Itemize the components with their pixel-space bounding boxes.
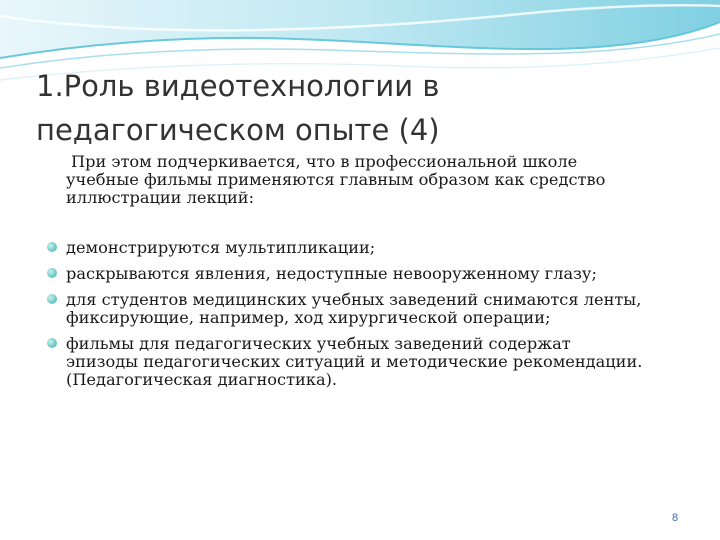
bullet-item <box>44 291 704 327</box>
bullet-line: раскрываются явления, недоступные невооруженному глазу; <box>66 264 597 283</box>
bullet-line: фильмы для педагогических учебных заведений содержат <box>66 334 571 353</box>
round-teal-bullet-icon <box>47 294 57 304</box>
bullet-item <box>44 335 704 389</box>
round-teal-bullet-icon <box>47 242 57 252</box>
intro-line: иллюстрации лекций: <box>66 188 255 207</box>
bullet-item <box>44 239 704 257</box>
bullet-line: демонстрируются мультипликации; <box>66 238 376 257</box>
page-number: 8 <box>672 512 679 524</box>
bullet-line: (Педагогическая диагностика). <box>66 370 338 389</box>
bullet-line: для студентов медицинских учебных заведений снимаются ленты, <box>66 290 642 309</box>
slide-title-line: педагогическом опыте (4) <box>36 113 440 147</box>
slide-title-line: 1.Роль видеотехнологии в <box>36 69 440 103</box>
bullet-line: фиксирующие, например, ход хирургической операции; <box>66 308 551 327</box>
slide-title <box>36 64 676 152</box>
round-teal-bullet-icon <box>47 268 57 278</box>
intro-paragraph <box>66 153 696 207</box>
bullet-line: эпизоды педагогических ситуаций и методические рекомендации. <box>66 352 643 371</box>
intro-line: учебные фильмы применяются главным образом как средство <box>66 170 606 189</box>
intro-line: При этом подчеркивается, что в профессиональной школе <box>71 152 578 171</box>
bullet-list <box>44 239 704 397</box>
round-teal-bullet-icon <box>47 338 57 348</box>
bullet-item <box>44 265 704 283</box>
